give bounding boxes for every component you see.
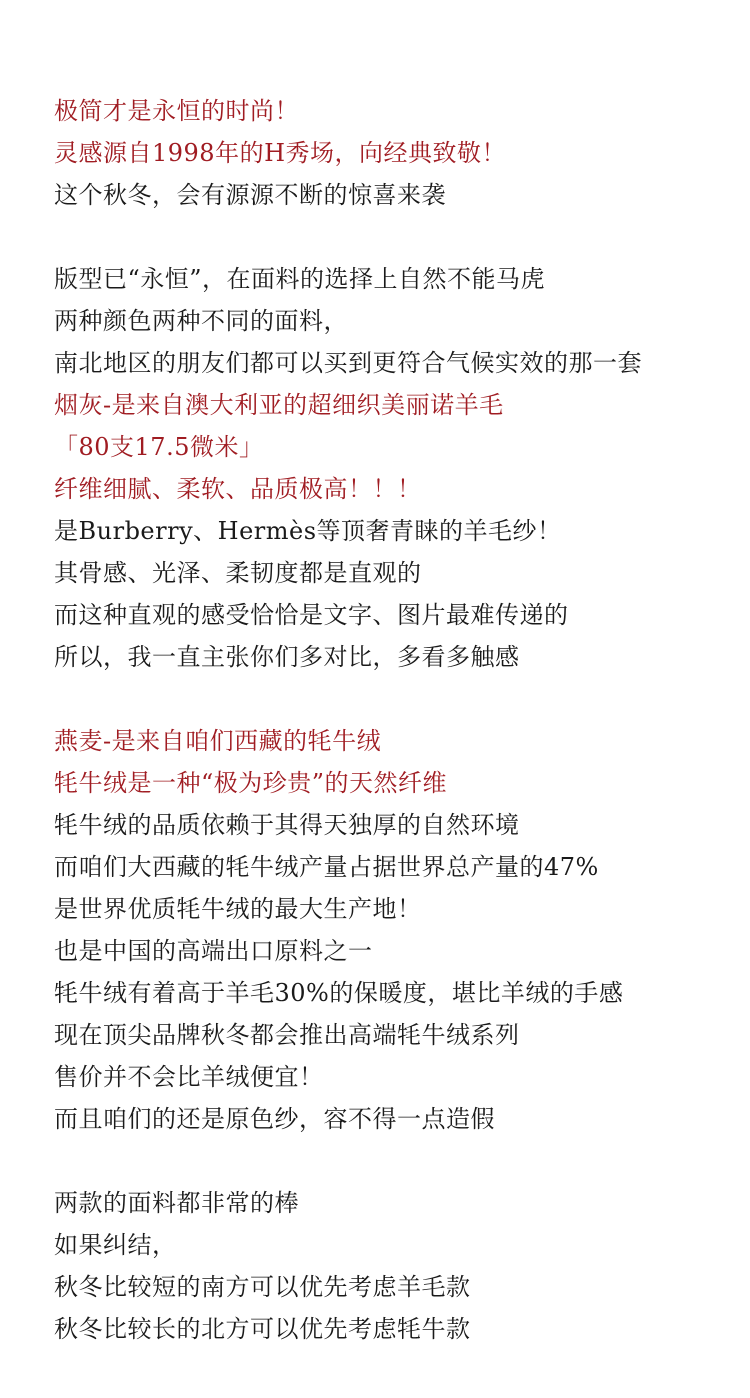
text-line: 而这种直观的感受恰恰是文字、图片最难传递的 <box>54 601 569 629</box>
text-line: 两款的面料都非常的棒 <box>54 1189 299 1217</box>
text-line: 「80支17.5微米」 <box>54 433 264 461</box>
text-line: 南北地区的朋友们都可以买到更符合气候实效的那一套 <box>54 349 642 377</box>
text-line: 纤维细腻、柔软、品质极高！！！ <box>54 475 422 503</box>
text-line: 现在顶尖品牌秋冬都会推出高端牦牛绒系列 <box>54 1021 520 1049</box>
text-line: 这个秋冬，会有源源不断的惊喜来袭 <box>54 181 446 209</box>
text-line: 秋冬比较长的北方可以优先考虑牦牛款 <box>54 1315 471 1343</box>
text-line: 牦牛绒的品质依赖于其得天独厚的自然环境 <box>54 811 520 839</box>
text-line: 版型已“永恒”，在面料的选择上自然不能马虎 <box>54 265 546 293</box>
text-line: 秋冬比较短的南方可以优先考虑羊毛款 <box>54 1273 471 1301</box>
text-line: 是Burberry、Hermès等顶奢青睐的羊毛纱！ <box>54 517 562 545</box>
text-line: 而咱们大西藏的牦牛绒产量占据世界总产量的47% <box>54 853 599 881</box>
text-line: 灵感源自1998年的H秀场，向经典致敬！ <box>54 139 507 167</box>
text-line: 牦牛绒是一种“极为珍贵”的天然纤维 <box>54 769 448 797</box>
text-line: 其骨感、光泽、柔韧度都是直观的 <box>54 559 422 587</box>
text-line: 极简才是永恒的时尚！ <box>54 97 299 125</box>
text-line: 如果纠结， <box>54 1231 177 1259</box>
text-line: 牦牛绒有着高于羊毛30%的保暖度，堪比羊绒的手感 <box>54 979 624 1007</box>
text-line: 燕麦-是来自咱们西藏的牦牛绒 <box>54 727 382 755</box>
text-line: 售价并不会比羊绒便宜！ <box>54 1063 324 1091</box>
text-line: 两种颜色两种不同的面料， <box>54 307 348 335</box>
blank-line <box>54 216 750 258</box>
text-line: 所以，我一直主张你们多对比，多看多触感 <box>54 643 520 671</box>
text-line: 而且咱们的还是原色纱，容不得一点造假 <box>54 1105 495 1133</box>
text-line: 是世界优质牦牛绒的最大生产地！ <box>54 895 422 923</box>
text-line: 也是中国的高端出口原料之一 <box>54 937 373 965</box>
blank-line <box>54 1140 750 1182</box>
blank-line <box>54 678 750 720</box>
text-line: 烟灰-是来自澳大利亚的超细织美丽诺羊毛 <box>54 391 504 419</box>
article-body <box>54 90 750 1350</box>
